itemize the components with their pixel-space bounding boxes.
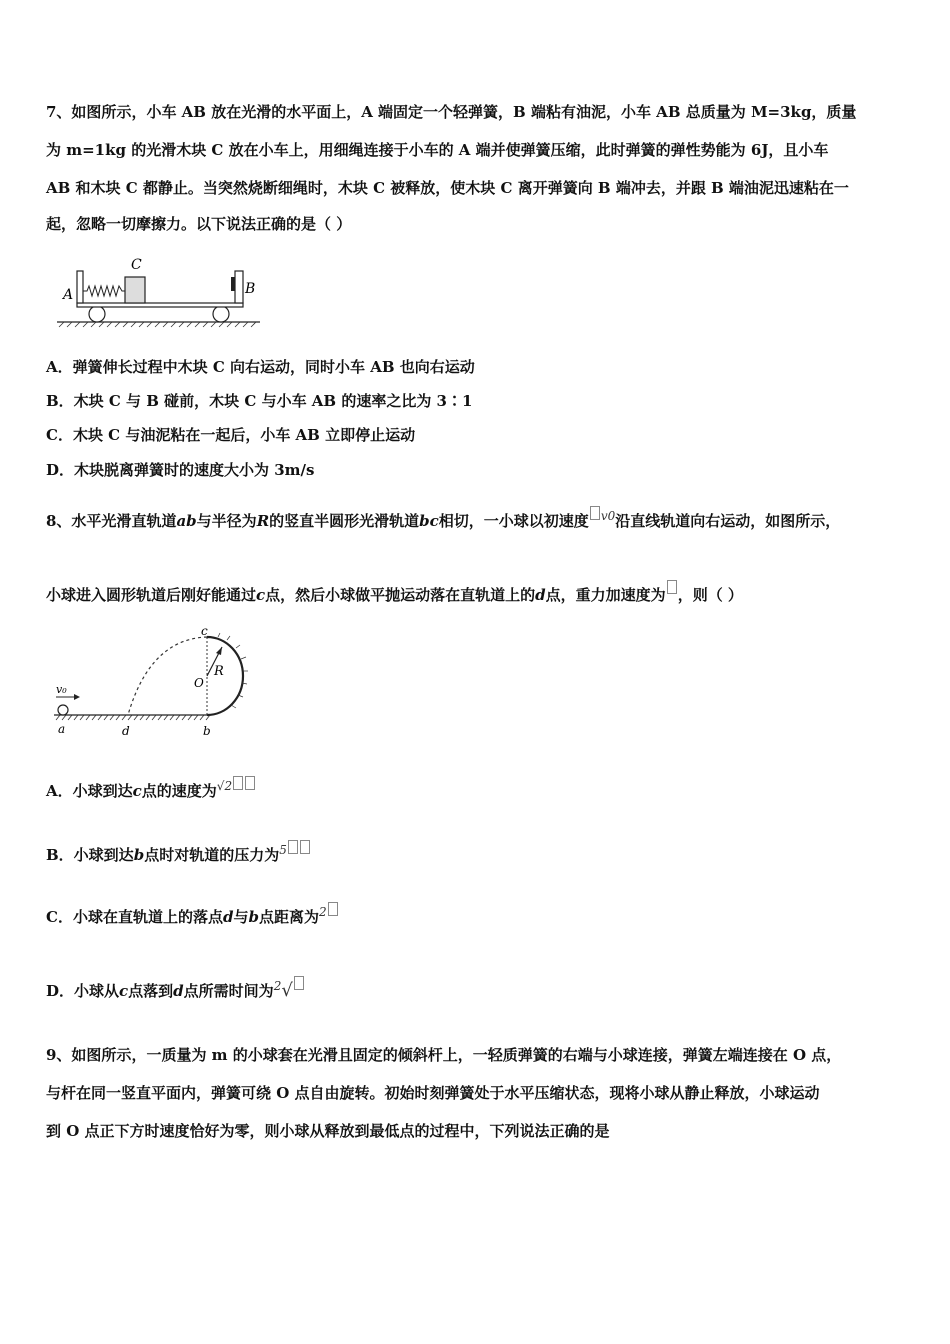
cart-wall-a: [77, 271, 83, 303]
q8-opt-text: A．小球到达: [46, 782, 133, 800]
q7-line-4: 起，忽略一切摩擦力。以下说法正确的是（ ）: [46, 215, 352, 233]
mud-b: [231, 277, 235, 291]
label-a: a: [58, 722, 66, 736]
q8-var-d: d: [535, 586, 546, 604]
q8-var-ab: ab: [176, 512, 197, 530]
semicircle-track: [207, 637, 243, 715]
q8-text: 的竖直半圆形光滑轨道: [269, 512, 420, 530]
q8-var-r: R: [256, 512, 270, 530]
label-c: C: [131, 257, 142, 273]
q7-cart-figure: [55, 255, 270, 330]
formula-coef: 2: [318, 905, 327, 919]
q8-text: 相切，一小球以初速度: [438, 512, 589, 530]
q8-var-b: b: [248, 908, 259, 926]
q8-opt-text: 点所需时间为: [183, 982, 274, 1000]
q7-option-a: A．弹簧伸长过程中木块 C 向右运动，同时小车 AB 也向右运动: [46, 358, 475, 376]
q8-text: 沿直线轨道向右运动，如图所示，: [615, 512, 841, 530]
label-v0: v₀: [56, 683, 67, 696]
label-b: B: [245, 281, 256, 297]
q9-line-3: 到 O 点正下方时速度恰好为零，则小球从释放到最低点的过程中，下列说法正确的是: [46, 1122, 610, 1140]
q8-opt-text: 点距离为: [258, 908, 319, 926]
q8-loop-figure: [50, 625, 260, 740]
q8-var-b: b: [133, 846, 145, 864]
q8-var-d: d: [222, 908, 234, 926]
q8-opt-text: 点落到: [128, 982, 174, 1000]
missing-glyph-box: [288, 840, 298, 854]
ball: [58, 705, 68, 715]
label-c: c: [201, 625, 208, 638]
label-d: d: [122, 724, 130, 738]
q9-line-2: 与杆在同一竖直平面内，弹簧可绕 O 点自由旋转。初始时刻弹簧处于水平压缩状态，现将小球从静止释放，小球运动: [46, 1084, 820, 1102]
q8-option-d: [46, 976, 305, 1001]
q8-opt-text: 点的速度为: [141, 782, 217, 800]
q8-opt-text: 与: [233, 908, 249, 926]
block-c: [125, 277, 145, 303]
q8-option-a: [46, 776, 256, 801]
label-b: b: [203, 724, 211, 738]
q8-var-d: d: [173, 982, 184, 1000]
q8-var-c: c: [132, 782, 142, 800]
missing-glyph-box: [328, 902, 338, 916]
q8-line-1: [46, 506, 840, 531]
q7-line-1: 7、如图所示，小车 AB 放在光滑的水平面上，A 端固定一个轻弹簧，B 端粘有油泥，小车 AB 总质量为 M=3kg，质量: [46, 103, 857, 121]
q8-opt-text: B．小球到达: [46, 846, 134, 864]
q8-var-c: c: [256, 586, 266, 604]
q7-option-b: B．木块 C 与 B 碰前，木块 C 与小车 AB 的速率之比为 3∶1: [46, 392, 473, 410]
q7-option-c: C．木块 C 与油泥粘在一起后，小车 AB 立即停止运动: [46, 426, 416, 444]
q8-text: 点，重力加速度为: [545, 586, 666, 604]
q8-text: 小球进入圆形轨道后刚好能通过: [46, 586, 257, 604]
missing-glyph-box: [294, 976, 304, 990]
q8-text: ，则（ ）: [677, 586, 743, 604]
missing-glyph-box: [233, 776, 243, 790]
cart-wall-b: [235, 271, 243, 303]
q8-text: 点，然后小球做平抛运动落在直轨道上的: [265, 586, 536, 604]
q9-line-1: 9、如图所示，一质量为 m 的小球套在光滑且固定的倾斜杆上，一轻质弹簧的右端与小球连接，弹簧左端连接在 O 点，: [46, 1046, 842, 1064]
q8-opt-text: D．小球从: [46, 982, 120, 1000]
q8-var-bc: bc: [419, 512, 439, 530]
formula-coef: 5: [279, 843, 287, 857]
q8-text: 8、水平光滑直轨道: [46, 512, 177, 530]
q8-line-2: [46, 580, 743, 605]
formula-coef: 2: [273, 979, 282, 993]
q8-var-v0: v0: [600, 509, 616, 523]
cart-wheel-left: [89, 306, 105, 322]
q8-text: 与半径为: [196, 512, 257, 530]
cart-wheel-right: [213, 306, 229, 322]
label-o: O: [194, 676, 204, 690]
sqrt-symbol: √: [281, 980, 293, 1001]
q7-option-d: D．木块脱离弹簧时的速度大小为 3m/s: [46, 461, 315, 479]
q8-opt-text: C．小球在直轨道上的落点: [46, 908, 223, 926]
missing-glyph-box: [245, 776, 255, 790]
formula-sqrt: √2: [216, 779, 233, 793]
label-r: R: [214, 664, 224, 679]
q8-option-c: [46, 902, 339, 927]
cart-bed: [77, 303, 243, 307]
missing-glyph-box: [300, 840, 310, 854]
missing-glyph-box: [590, 506, 600, 520]
q8-opt-text: 点时对轨道的压力为: [144, 846, 280, 864]
q8-option-b: [46, 840, 311, 865]
q7-line-2: 为 m=1kg 的光滑木块 C 放在小车上，用细绳连接于小车的 A 端并使弹簧压缩，此时弹簧的弹性势能为 6J，且小车: [46, 141, 829, 159]
q8-var-c: c: [119, 982, 129, 1000]
q7-line-3: AB 和木块 C 都静止。当突然烧断细绳时，木块 C 被释放，使木块 C 离开弹簧向 B 端冲去，并跟 B 端油泥迅速粘在一: [46, 179, 849, 197]
label-a: A: [63, 287, 74, 303]
missing-glyph-box: [667, 580, 677, 594]
spring: [83, 286, 125, 296]
